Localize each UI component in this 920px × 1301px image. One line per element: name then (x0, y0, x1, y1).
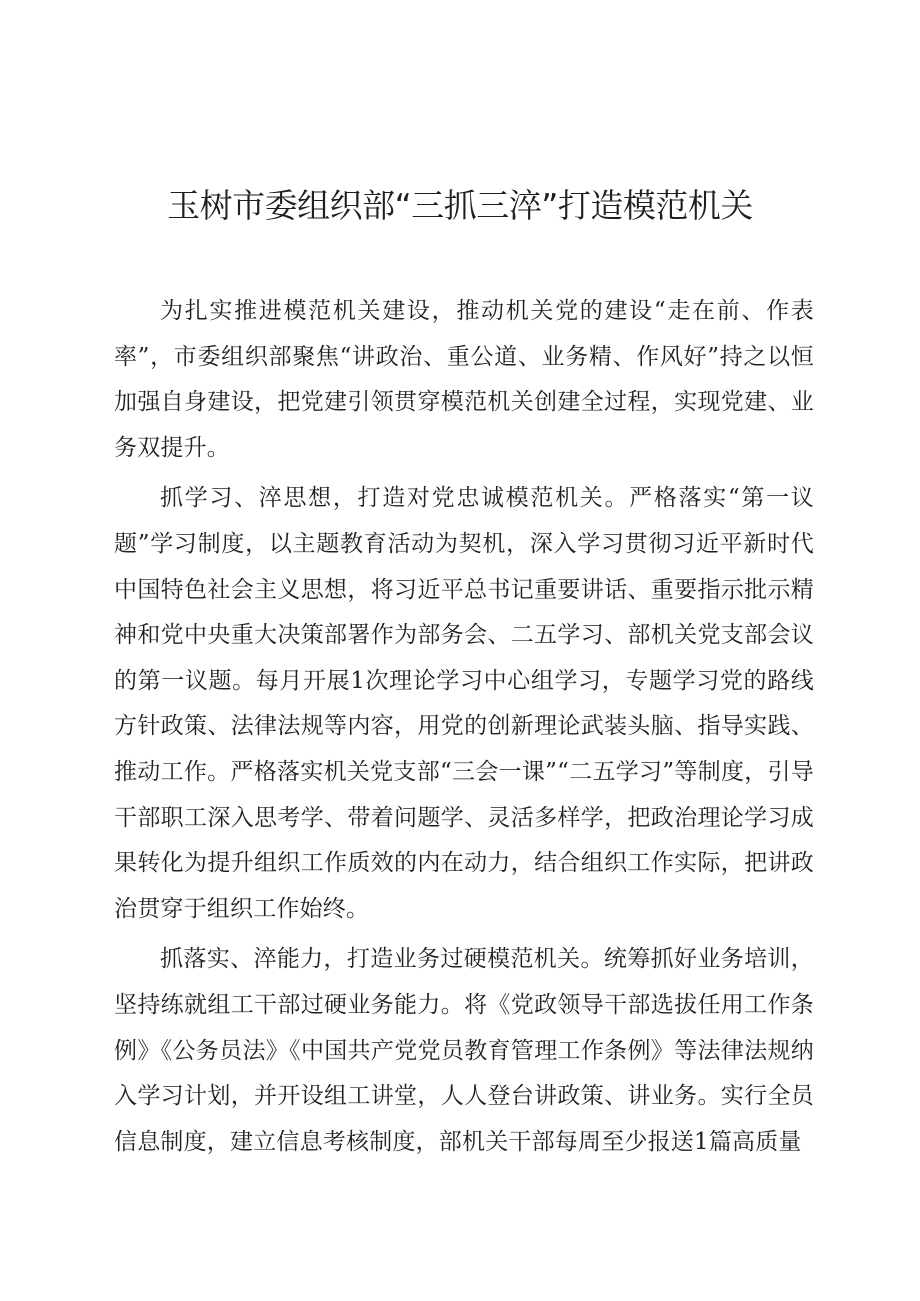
paragraph-study-thought: 抓学习、淬思想，打造对党忠诚模范机关。严格落实“第一议题”学习制度，以主题教育活动为契机，深入学习贯彻习近平新时代中国特色社会主义思想，将习近平总书记重要讲话、重要指示批示精神和党中央重大决策部署作为部务会、二五学习、部机关党支部会议的第一议题。每月开展1次理论学习中心组学习，专题学习党的路线方针政策、法律法规等内容，用党的创新理论武装头脑、指导实践、推动工作。严格落实机关党支部“三会一课”“二五学习”等制度，引导干部职工深入思考学、带着问题学、灵活多样学，把政治理论学习成果转化为提升组织工作质效的内在动力，结合组织工作实际，把讲政治贯穿于组织工作始终。 (114, 485, 814, 922)
paragraph-intro: 为扎实推进模范机关建设，推动机关党的建设“走在前、作表率”，市委组织部聚焦“讲政治、重公道、业务精、作风好”持之以恒加强自身建设，把党建引领贯穿模范机关创建全过程，实现党建、业务双提升。 (114, 298, 814, 461)
paragraph-implementation-ability: 抓落实、淬能力，打造业务过硬模范机关。统筹抓好业务培训，坚持练就组工干部过硬业务能力。将《党政领导干部选拔任用工作条例》《公务员法》《中国共产党党员教育管理工作条例》等法律法规纳入学习计划，并开设组工讲堂，人人登台讲政策、讲业务。实行全员信息制度，建立信息考核制度，部机关干部每周至少报送1篇高质量 (114, 946, 814, 1155)
document-title: 玉树市委组织部“三抓三淬”打造模范机关 (167, 186, 753, 225)
document-body (114, 289, 814, 1165)
